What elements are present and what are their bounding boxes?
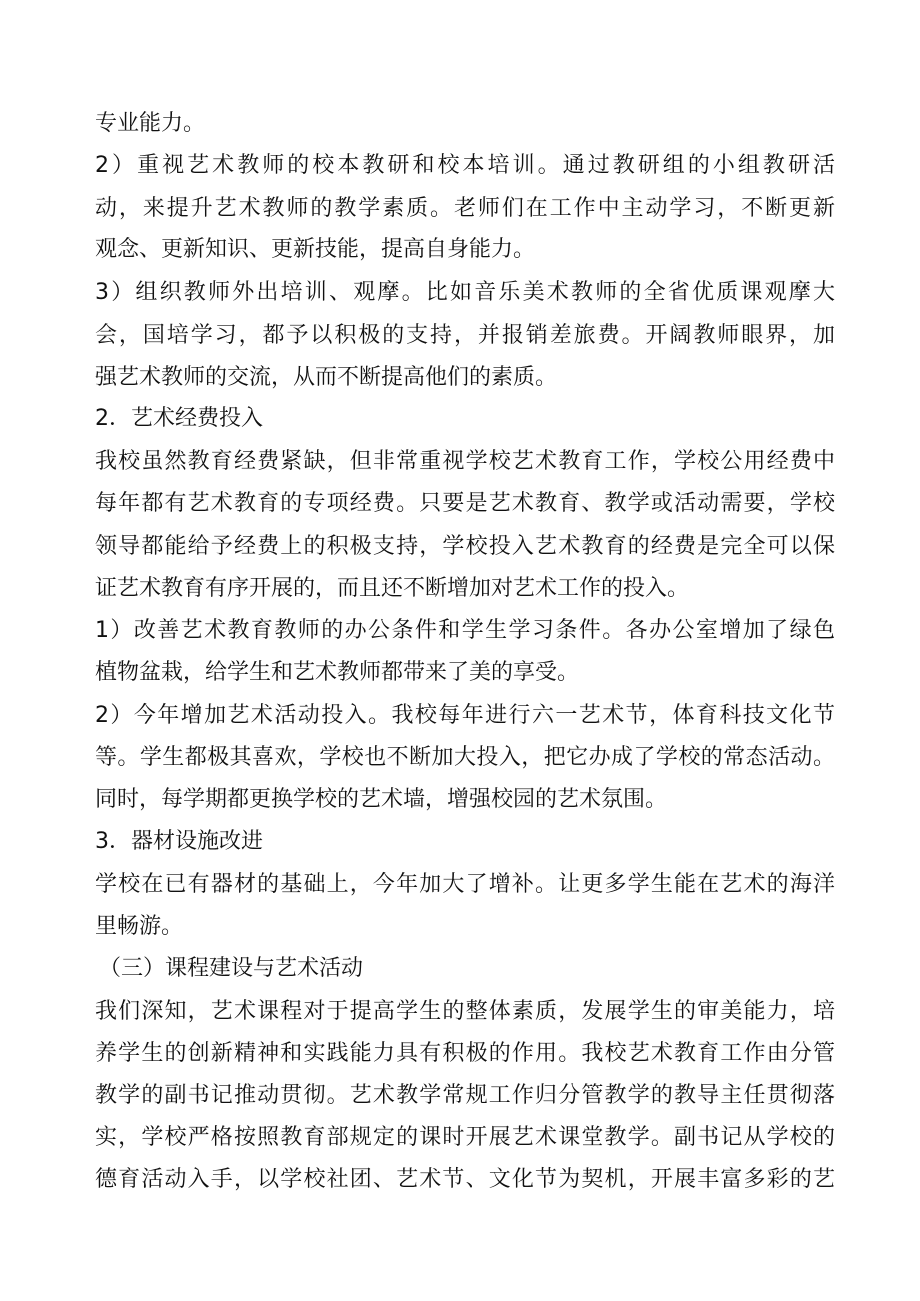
- text-line: 德育活动入手，以学校社团、艺术节、文化节为契机，开展丰富多彩的艺: [95, 1167, 835, 1192]
- text-line: 3）组织教师外出培训、观摩。比如音乐美术教师的全省优质课观摩大: [95, 280, 835, 305]
- text-line: 观念、更新知识、更新技能，提高自身能力。: [95, 237, 536, 262]
- text-line: 我们深知，艺术课程对于提高学生的整体素质，发展学生的审美能力，培: [95, 999, 835, 1024]
- text-line: 教学的副书记推动贯彻。艺术教学常规工作归分管教学的教导主任贯彻落: [95, 1083, 835, 1108]
- text-line: 专业能力。: [95, 111, 206, 136]
- text-line: 强艺术教师的交流，从而不断提高他们的素质。: [95, 365, 558, 390]
- text-line: 会，国培学习，都予以积极的支持，并报销差旅费。开阔教师眼界，加: [95, 323, 835, 348]
- text-line: 2）重视艺术教师的校本教研和校本培训。通过教研组的小组教研活: [95, 153, 835, 178]
- text-line: 学校在已有器材的基础上，今年加大了增补。让更多学生能在艺术的海洋: [95, 872, 835, 897]
- text-line: 2）今年增加艺术活动投入。我校每年进行六一艺术节，体育科技文化节: [95, 703, 835, 728]
- text-line: 同时，每学期都更换学校的艺术墙，增强校园的艺术氛围。: [95, 787, 668, 812]
- text-line: 植物盆栽，给学生和艺术教师都带来了美的享受。: [95, 660, 580, 685]
- text-line: 我校虽然教育经费紧缺，但非常重视学校艺术教育工作，学校公用经费中: [95, 449, 835, 474]
- section-heading: 2．艺术经费投入: [95, 406, 263, 431]
- text-line: 每年都有艺术教育的专项经费。只要是艺术教育、教学或活动需要，学校: [95, 491, 835, 516]
- text-line: 领导都能给予经费上的积极支持，学校投入艺术教育的经费是完全可以保: [95, 534, 835, 559]
- text-line: 等。学生都极其喜欢，学校也不断加大投入，把它办成了学校的常态活动。: [95, 745, 835, 770]
- text-line: 动，来提升艺术教师的教学素质。老师们在工作中主动学习，不断更新: [95, 196, 835, 221]
- section-heading: 3．器材设施改进: [95, 829, 263, 854]
- text-line: 里畅游。: [95, 914, 184, 939]
- text-line: 证艺术教育有序开展的，而且还不断增加对艺术工作的投入。: [95, 576, 690, 601]
- text-line: 1）改善艺术教育教师的办公条件和学生学习条件。各办公室增加了绿色: [95, 618, 835, 643]
- section-heading: （三）课程建设与艺术活动: [99, 956, 364, 981]
- text-line: 实，学校严格按照教育部规定的课时开展艺术课堂教学。副书记从学校的: [95, 1125, 835, 1150]
- text-line: 养学生的创新精神和实践能力具有积极的作用。我校艺术教育工作由分管: [95, 1041, 835, 1066]
